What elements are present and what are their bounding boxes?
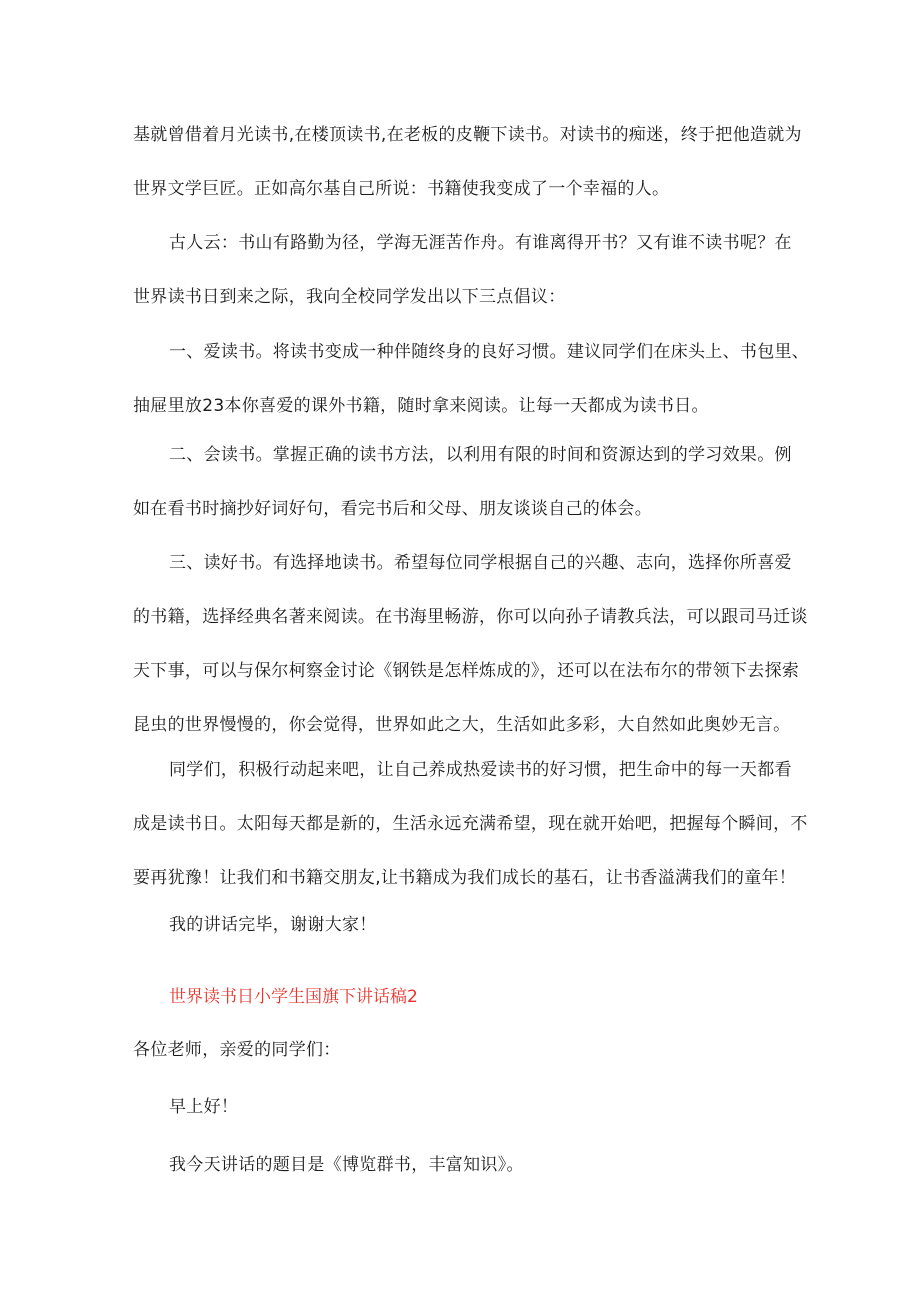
paragraph-ancient-saying: [133, 216, 793, 324]
text-line: 成是读书日。太阳每天都是新的，生活永远充满希望，现在就开始吧，把握每个瞬间，不: [133, 814, 808, 834]
text-line: 世界文学巨匠。正如高尔基自己所说：书籍使我变成了一个幸福的人。: [133, 179, 670, 199]
text-line: 抽屉里放23本你喜爱的课外书籍，随时拿来阅读。让每一天都成为读书日。: [133, 396, 709, 416]
text-line: 我今天讲话的题目是《博览群书，丰富知识》。: [169, 1155, 524, 1175]
text-line: 二、会读书。掌握正确的读书方法，以利用有限的时间和资源达到的学习效果。例: [169, 445, 792, 465]
text-line: 天下事，可以与保尔柯察金讨论《钢铁是怎样炼成的》，还可以在法布尔的带领下去探索: [133, 661, 800, 681]
paragraph-salutation: [133, 1023, 793, 1077]
text-line: 我的讲话完毕，谢谢大家！: [169, 915, 377, 935]
text-line: 世界读书日到来之际，我向全校同学发出以下三点倡议：: [133, 287, 566, 307]
text-line: 一、爱读书。将读书变成一种伴随终身的良好习惯。建议同学们在床头上、书包里、: [169, 342, 810, 362]
text-line: 的书籍，选择经典名著来阅读。在书海里畅游，你可以向孙子请教兵法，可以跟司马迁谈: [133, 607, 808, 627]
text-line: 要再犹豫！让我们和书籍交朋友,让书籍成为我们成长的基石，让书香溢满我们的童年！: [133, 868, 797, 888]
text-line: 如在看书时摘抄好词好句，看完书后和父母、朋友谈谈自己的体会。: [133, 499, 652, 519]
paragraph-proposal-two: [133, 428, 793, 536]
text-line: 三、读好书。有选择地读书。希望每位同学根据自己的兴趣、志向，选择你所喜爱: [169, 553, 792, 573]
text-line: 昆虫的世界慢慢的，你会觉得，世界如此之大，生活如此多彩，大自然如此奥妙无言。: [133, 715, 791, 735]
paragraph-proposal-one: [133, 325, 810, 433]
paragraph-closing: [133, 898, 793, 952]
text-line: 古人云：书山有路勤为径，学海无涯苦作舟。有谁离得开书？又有谁不读书呢？在: [169, 233, 792, 253]
text-line: 各位老师，亲爱的同学们：: [133, 1040, 341, 1060]
section-heading: 世界读书日小学生国旗下讲话稿2: [169, 987, 418, 1007]
paragraph-topic: [133, 1138, 793, 1192]
paragraph-proposal-three: [133, 536, 808, 752]
text-line: 同学们，积极行动起来吧，让自己养成热爱读书的好习惯，把生命中的每一天都看: [169, 760, 792, 780]
paragraph-gorky: [133, 108, 802, 216]
text-line: 早上好！: [169, 1097, 239, 1117]
paragraph-call-to-action: [133, 743, 808, 905]
paragraph-greeting: [133, 1080, 793, 1134]
text-line: 基就曾借着月光读书,在楼顶读书,在老板的皮鞭下读书。对读书的痴迷，终于把他造就为: [133, 125, 802, 145]
